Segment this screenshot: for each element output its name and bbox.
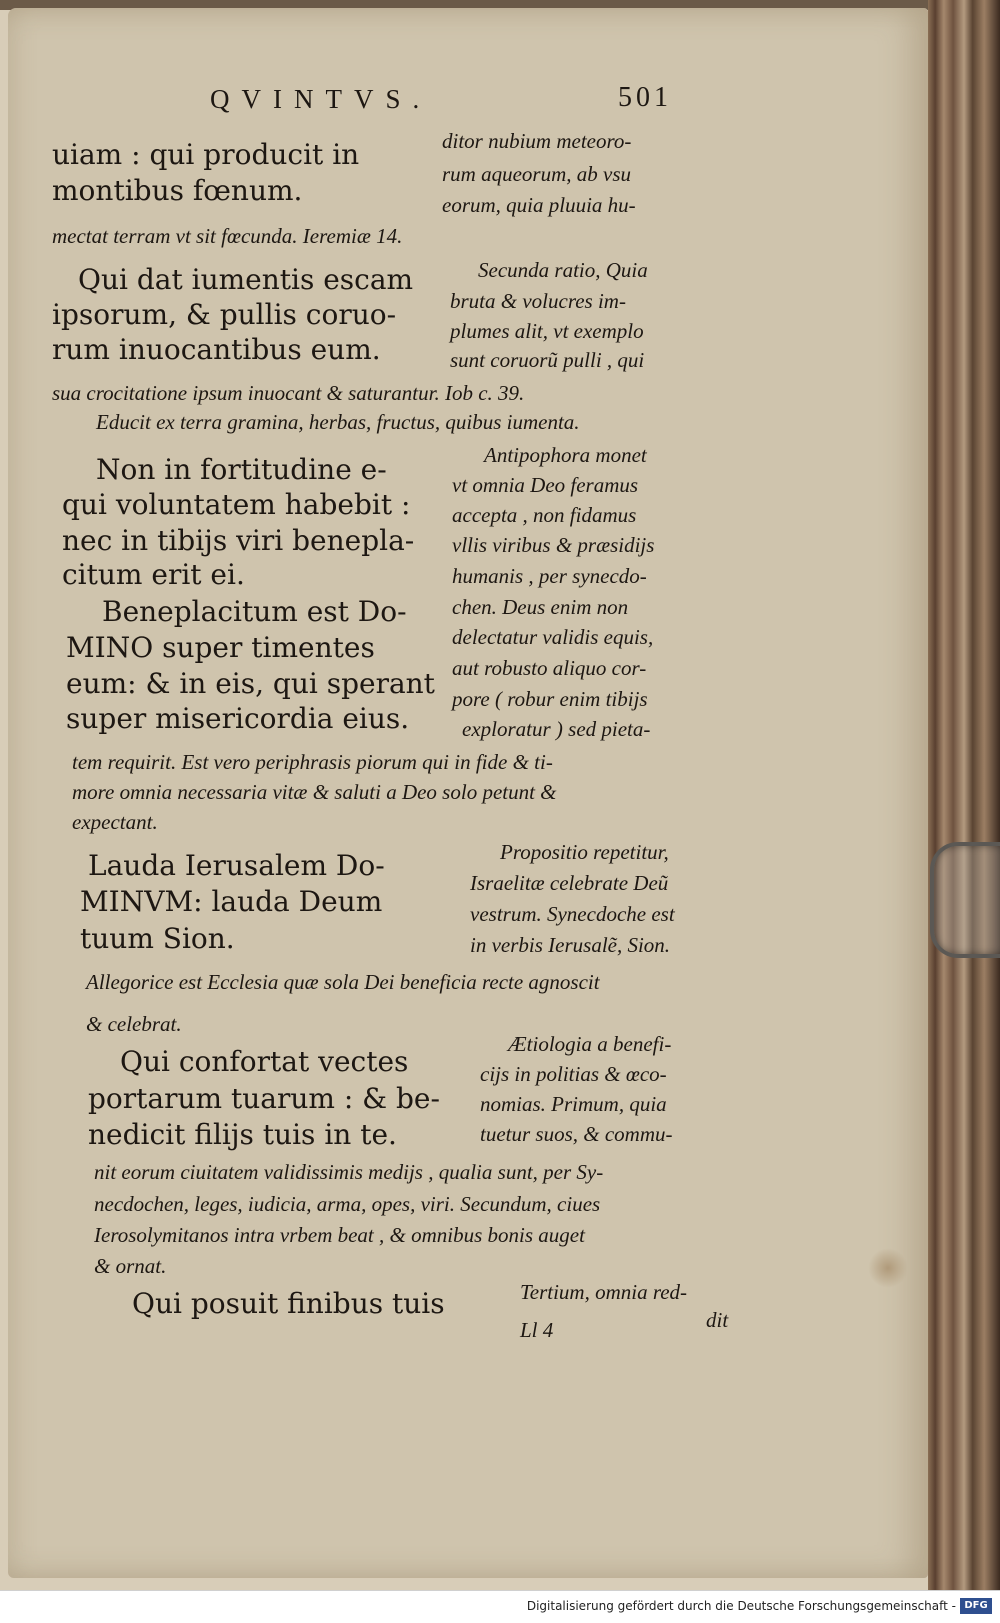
commentary-line: tem requirit. Est vero periphrasis piorum qui in fide & ti- (72, 750, 553, 774)
text-line: Non in fortitudine e- (96, 453, 387, 486)
text-line: MINVM: lauda Deum (80, 885, 383, 918)
marginal-note-line: eorum, quia pluuia hu- (442, 193, 636, 217)
text-line: Qui confortat vectes (120, 1045, 409, 1078)
commentary-line: expectant. (72, 810, 158, 834)
commentary-line: more omnia necessaria vitæ & saluti a Deo solo petunt & (72, 780, 557, 804)
marginal-note-line: nomias. Primum, quia (480, 1092, 667, 1116)
marginal-note-line: vestrum. Synecdoche est (470, 902, 675, 926)
footer-bar (0, 1590, 1000, 1623)
text-line: rum inuocantibus eum. (52, 333, 381, 366)
text-line: tuum Sion. (80, 922, 235, 955)
commentary-line: nit eorum ciuitatem validissimis medijs , qualia sunt, per Sy- (94, 1160, 604, 1184)
commentary-line: necdochen, leges, iudicia, arma, opes, viri. Secundum, ciues (94, 1192, 601, 1216)
text-line: ipsorum, & pullis coruo- (52, 298, 397, 331)
marginal-note-line: aut robusto aliquo cor- (452, 656, 647, 680)
text-line: Qui dat iumentis escam (78, 263, 414, 296)
marginal-note-line: exploratur ) sed pieta- (462, 717, 651, 741)
text-line: nec in tibijs viri benepla- (62, 524, 415, 557)
marginal-note-line: ditor nubium meteoro- (442, 129, 632, 153)
paper-stain (868, 1248, 908, 1288)
marginal-note-line: in verbis Ierusalẽ, Sion. (470, 933, 671, 957)
commentary-line: Allegorice est Ecclesia quæ sola Dei beneficia recte agnoscit (86, 970, 600, 994)
text-line: MINO super timentes (66, 631, 375, 664)
commentary-line: & celebrat. (86, 1012, 182, 1036)
marginal-note-line: humanis , per synecdo- (452, 564, 647, 588)
marginal-note-line: Ætiologia a benefi- (508, 1032, 672, 1056)
marginal-note-line: plumes alit, vt exemplo (450, 319, 644, 343)
marginal-note-line: pore ( robur enim tibijs (452, 687, 648, 711)
marginal-note-line: chen. Deus enim non (452, 595, 629, 619)
signature-mark: Ll 4 (520, 1318, 554, 1342)
marginal-note-line: vllis viribus & præsidijs (452, 533, 655, 557)
marginal-note-line: vt omnia Deo feramus (452, 473, 639, 497)
marginal-note-line: bruta & volucres im- (450, 289, 626, 313)
marginal-note-line: Antipophora monet (484, 443, 647, 467)
text-line: Lauda Ierusalem Do- (88, 849, 385, 882)
marginal-note-line: accepta , non fidamus (452, 503, 637, 527)
text-line: nedicit filijs tuis in te. (88, 1118, 397, 1151)
marginal-note-line: Secunda ratio, Quia (478, 258, 648, 282)
footer-credit: Digitalisierung gefördert durch die Deutsche Forschungsgemeinschaft - (526, 1599, 956, 1613)
commentary-line: & ornat. (94, 1254, 167, 1278)
page-number: 501 (618, 82, 672, 113)
text-line: eum: & in eis, qui sperant (66, 667, 435, 700)
commentary-line: Educit ex terra gramina, herbas, fructus, quibus iumenta. (96, 410, 580, 434)
marginal-note-line: rum aqueorum, ab vsu (442, 162, 631, 186)
marginal-note-line: sunt coruorũ pulli , qui (450, 348, 645, 372)
running-head-title: QVINTVS. (210, 84, 432, 114)
marginal-note-line: cijs in politias & œco- (480, 1062, 667, 1086)
marginal-note-line: delectatur validis equis, (452, 625, 654, 649)
text-line: qui voluntatem habebit : (62, 488, 411, 521)
catchword: dit (706, 1308, 729, 1332)
marginal-note-line: Propositio repetitur, (500, 840, 669, 864)
commentary-line: Ierosolymitanos intra vrbem beat , & omnibus bonis auget (94, 1223, 585, 1247)
commentary-line: sua crocitatione ipsum inuocant & saturantur. Iob c. 39. (52, 381, 525, 405)
text-line: portarum tuarum : & be- (88, 1082, 440, 1115)
text-line: super misericordia eius. (66, 702, 410, 735)
marginal-note-line: Tertium, omnia red- (520, 1280, 688, 1304)
commentary-line: mectat terram vt sit fœcunda. Ieremiæ 14. (52, 224, 403, 248)
dfg-logo: DFG (960, 1598, 992, 1614)
metal-clasp (930, 842, 1000, 958)
marginal-note-line: tuetur suos, & commu- (480, 1122, 673, 1146)
text-line: Qui posuit finibus tuis (132, 1287, 445, 1320)
book-fore-edge (928, 0, 1000, 1590)
text-line: uiam : qui producit in (52, 138, 360, 171)
text-line: citum erit ei. (62, 558, 245, 591)
text-line: Beneplacitum est Do- (102, 595, 407, 628)
text-line: montibus fœnum. (52, 174, 303, 207)
marginal-note-line: Israelitæ celebrate Deũ (470, 871, 669, 895)
